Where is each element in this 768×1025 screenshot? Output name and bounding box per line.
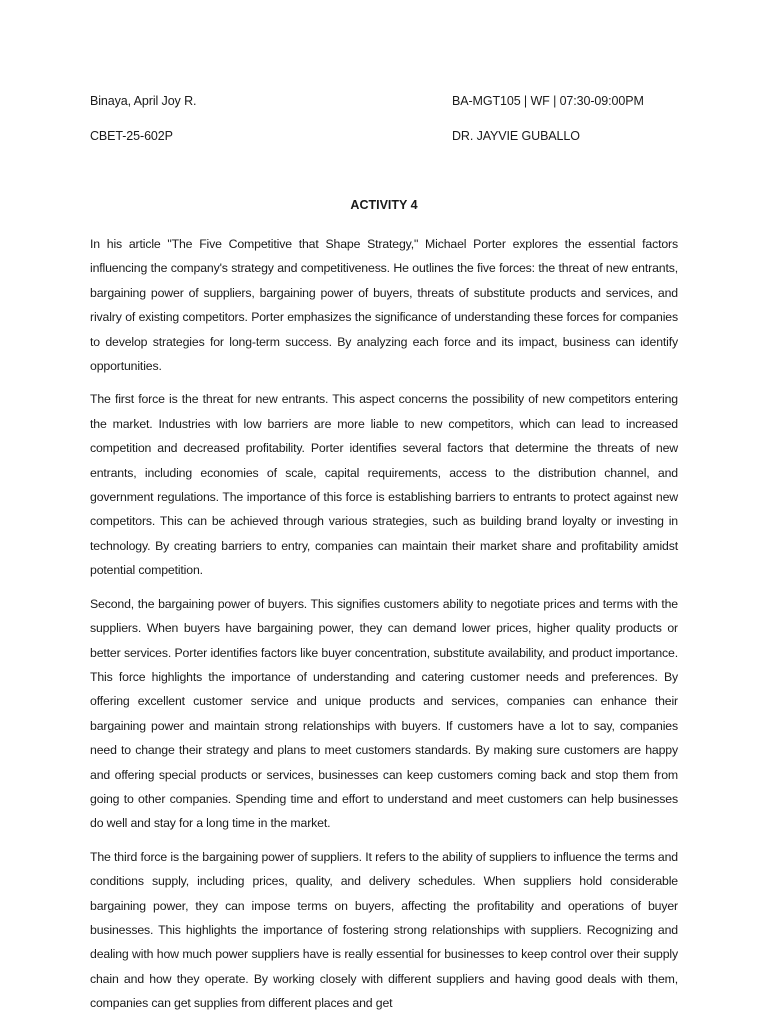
student-name: Binaya, April Joy R.: [90, 94, 197, 108]
paragraph-supplier-power: The third force is the bargaining power of suppliers. It refers to the ability of suppliers to influence the terms and conditions supply, including prices, quality, and delivery schedules. When suppliers hold considerable bargaining power, they can impose terms on buyers, affecting the profitability and operations of buyer businesses. This highlights the importance of fostering strong relationships with suppliers. Recognizing and dealing with how much power suppliers have is really essential for businesses to keep control over their supply chain and how they operate. By working closely with different suppliers and having good deals with them, companies can get supplies from different places and get: [90, 849, 678, 1011]
document-body: [90, 232, 678, 1025]
paragraph-buyer-power: Second, the bargaining power of buyers. This signifies customers ability to negotiate prices and terms with the suppliers. When buyers have bargaining power, they can demand lower prices, higher quality products or better services. Porter identifies factors like buyer concentration, substitute availability, and product importance. This force highlights the importance of understanding and catering customer needs and preferences. By offering excellent customer service and unique products and services, companies can enhance their bargaining power and maintain strong relationships with buyers. If customers have a lot to say, companies need to change their strategy and plans to meet customers standards. By making sure customers are happy and offering special products or services, businesses can keep customers coming back and stop them from going to other companies. Spending time and effort to understand and meet customers can help businesses do well and stay for a long time in the market.: [90, 596, 678, 831]
paragraph-intro: In his article "The Five Competitive that Shape Strategy," Michael Porter explores the essential factors influencing the company's strategy and competitiveness. He outlines the five forces: the threat of new entrants, bargaining power of suppliers, bargaining power of buyers, threats of substitute products and services, and rivalry of existing competitors. Porter emphasizes the significance of understanding these forces for companies to develop strategies for long-term success. By analyzing each force and its impact, business can identify opportunities.: [90, 237, 678, 374]
course-schedule: BA-MGT105 | WF | 07:30-09:00PM: [452, 94, 644, 108]
instructor-name: DR. JAYVIE GUBALLO: [452, 129, 580, 143]
paragraph-new-entrants: The first force is the threat for new entrants. This aspect concerns the possibility of new competitors entering the market. Industries with low barriers are more liable to new competitors, which can lead to increased competition and decreased profitability. Porter identifies several factors that determine the threats of new entrants, including economies of scale, capital requirements, access to the distribution channel, and government regulations. The importance of this force is establishing barriers to entrants to protect against new competitors. This can be achieved through various strategies, such as building brand loyalty or investing in technology. By creating barriers to entry, companies can maintain their market share and profitability amidst potential competition.: [90, 392, 678, 578]
section-code: CBET-25-602P: [90, 129, 173, 143]
document-title: ACTIVITY 4: [350, 198, 418, 212]
